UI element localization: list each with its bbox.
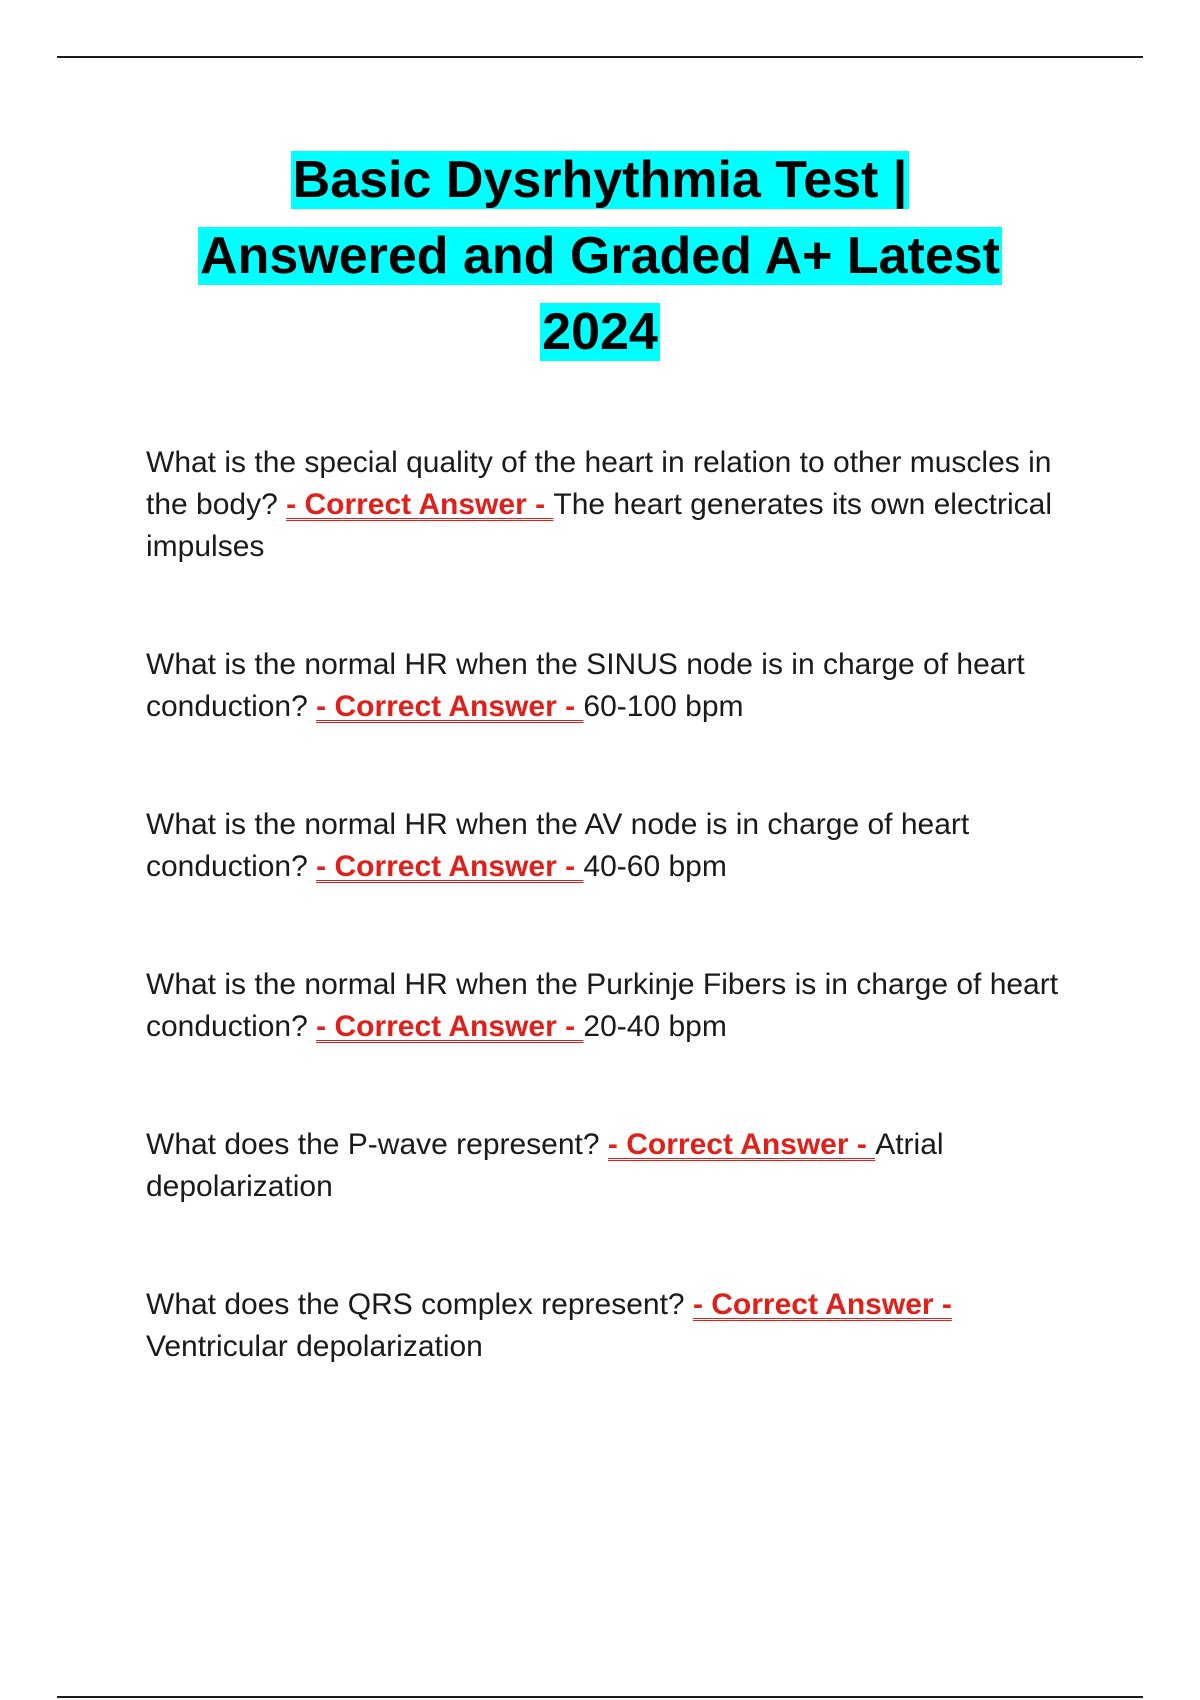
question-text: What is the special quality of the heart in relation to other muscles in the body? [146, 446, 1052, 521]
qa-item-3 [146, 804, 1096, 888]
title-line-2: Answered and Graded A+ Latest [200, 227, 1000, 285]
question-text: What does the QRS complex represent? [146, 1288, 693, 1321]
correct-answer-marker: - Correct Answer - [607, 1128, 876, 1161]
answer-text: The heart generates its own electrical impulses [146, 488, 1052, 563]
answer-text: 40-60 bpm [583, 850, 727, 883]
question-text: What is the normal HR when the AV node is in charge of heart conduction? [146, 808, 970, 883]
document-title [60, 142, 1140, 370]
answer-text: Atrial depolarization [146, 1128, 944, 1203]
answer-text: 60-100 bpm [583, 690, 744, 723]
correct-answer-marker: - Correct Answer - [316, 1010, 584, 1043]
answer-text: Ventricular depolarization [146, 1330, 483, 1363]
qa-item-6 [146, 1284, 1096, 1368]
question-answer-list [146, 442, 1096, 1368]
title-line-1: Basic Dysrhythmia Test | [292, 151, 908, 209]
qa-item-5 [146, 1124, 1096, 1208]
correct-answer-marker: - Correct Answer - [286, 488, 554, 521]
question-text: What is the normal HR when the SINUS node is in charge of heart conduction? [146, 648, 1025, 723]
correct-answer-marker: - Correct Answer - [316, 850, 584, 883]
correct-answer-marker: - Correct Answer - [316, 690, 584, 723]
question-text: What is the normal HR when the Purkinje Fibers is in charge of heart conduction? [146, 968, 1059, 1043]
correct-answer-marker: - Correct Answer - [692, 1288, 952, 1321]
top-horizontal-rule [57, 56, 1143, 58]
bottom-horizontal-rule [57, 1696, 1143, 1698]
question-text: What does the P-wave represent? [146, 1128, 608, 1161]
title-line-3: 2024 [542, 303, 658, 361]
qa-item-2 [146, 644, 1096, 728]
qa-item-4 [146, 964, 1096, 1048]
answer-text: 20-40 bpm [583, 1010, 727, 1043]
qa-item-1 [146, 442, 1096, 568]
